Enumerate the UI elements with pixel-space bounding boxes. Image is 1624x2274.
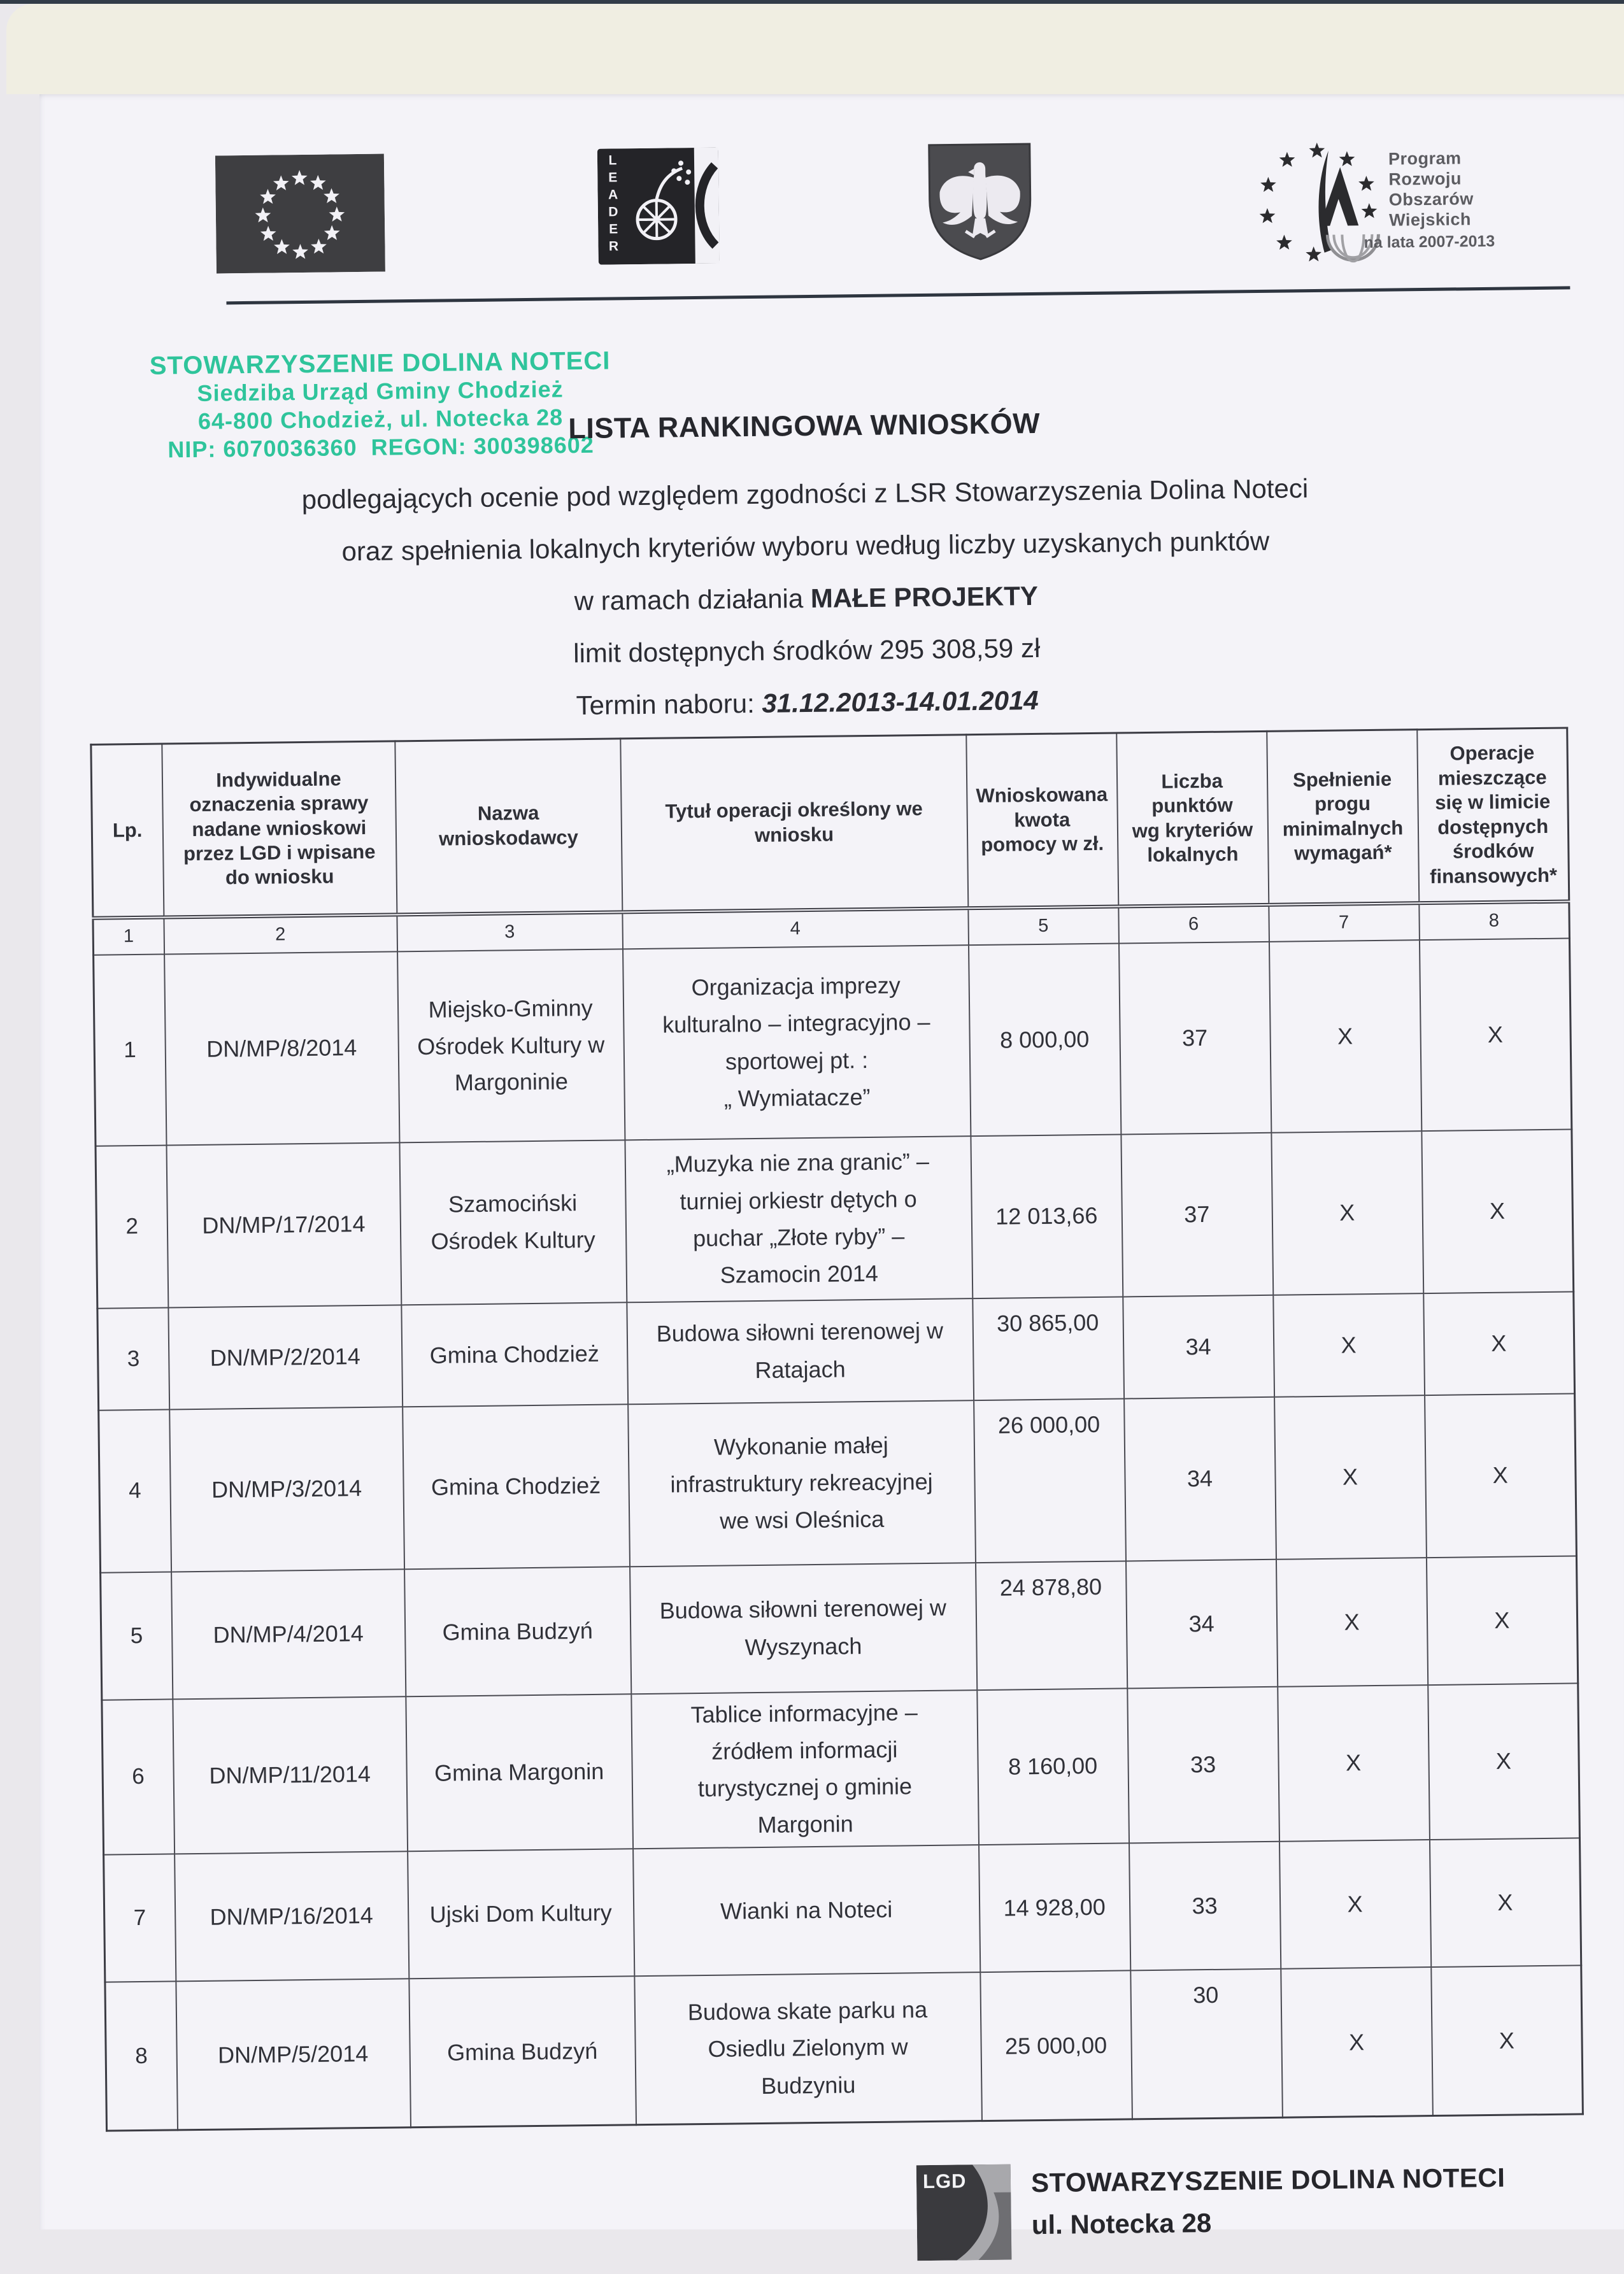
cell-within-limit: X [1423,1291,1575,1395]
intro-text: limit dostępnych środków 295 308,59 zł [573,632,1041,669]
prow-text-line: Wiejskich [1388,210,1472,230]
prow-logo [1228,139,1557,264]
cell-lp: 4 [99,1409,171,1572]
column-header: Wnioskowana kwota pomocy w zł. [966,733,1118,908]
prow-text-line: Obszarów [1388,189,1474,210]
footer-address: ul. Notecka 28 [1031,2207,1212,2240]
leader-logo [597,148,720,265]
cell-operation-title: „Muzyka nie zna granic” – turniej orkiestr dętych o puchar „Złote ryby” – Szamocin 2014 [625,1136,972,1302]
cell-lp: 2 [96,1145,168,1308]
cell-amount: 26 000,00 [974,1398,1126,1563]
leader-letter: L [608,153,617,168]
cell-case-number: DN/MP/8/2014 [164,951,399,1145]
cell-applicant: Gmina Budzyń [404,1567,631,1696]
cell-amount: 12 013,66 [971,1134,1123,1298]
column-header: Liczba punktów wg kryteriów lokalnych [1116,731,1269,906]
stamp-line: NIP: 6070036360 REGON: 300398602 [167,431,594,463]
table-row [94,938,1572,1146]
cell-threshold-met: X [1281,1967,1433,2118]
cell-case-number: DN/MP/3/2014 [169,1407,404,1572]
column-header: Tytuł operacji określony we wniosku [620,735,968,912]
column-header: Spełnienie progu minimalnych wymagań* [1267,730,1419,905]
cell-amount: 25 000,00 [980,1970,1132,2121]
cell-points: 33 [1129,1842,1281,1971]
eu-flag-logo [215,154,385,274]
cell-lp: 6 [102,1699,175,1854]
lgd-logo [916,2164,1012,2261]
column-number: 4 [622,908,969,949]
cell-amount: 14 928,00 [979,1843,1130,1972]
cell-amount: 24 878,80 [975,1561,1127,1690]
cell-lp: 5 [101,1572,173,1700]
lgd-label: LGD [922,2170,967,2193]
column-header: Indywidualne oznaczenia sprawy nadane wnioskowi przez LGD i wpisane do wniosku [162,741,397,917]
intro-text: 31.12.2013-14.01.2014 [762,685,1039,718]
cell-applicant: Gmina Margonin [406,1694,633,1851]
prow-years: na lata 2007-2013 [1364,232,1495,252]
stamp-line: 64-800 Chodzież, ul. Notecka 28 [197,404,564,434]
ranking-table [90,727,1584,2131]
column-number: 6 [1118,904,1269,943]
cell-operation-title: Budowa skate parku na Osiedlu Zielonym w Budzyniu [634,1972,982,2125]
intro [28,470,1585,749]
cell-applicant: Gmina Budzyń [409,1976,636,2128]
cell-threshold-met: X [1278,1685,1430,1842]
column-number: 2 [164,914,397,954]
cell-lp: 7 [104,1854,176,1982]
column-header: Lp. [91,744,164,918]
cell-applicant: Miejsko-Gminny Ośrodek Kultury w Margoninie [397,949,625,1142]
cell-threshold-met: X [1274,1395,1427,1560]
prow-text [1388,147,1542,231]
cell-applicant: Gmina Chodzież [401,1302,628,1407]
cell-case-number: DN/MP/11/2014 [173,1696,408,1854]
table-row [101,1556,1578,1700]
column-number: 7 [1269,903,1420,942]
cell-within-limit: X [1421,1129,1574,1293]
stamp-line: STOWARZYSZENIE DOLINA NOTECI [149,346,611,380]
cell-within-limit: X [1426,1556,1578,1685]
cell-points: 30 [1130,1968,1283,2119]
leader-letter: E [608,170,618,185]
cell-amount: 8 000,00 [968,943,1120,1136]
table-row [105,1965,1583,2131]
leader-letter: A [608,187,618,203]
cell-threshold-met: X [1276,1558,1427,1687]
cell-within-limit: X [1425,1393,1577,1558]
intro-text: w ramach działania [574,583,811,616]
intro-text: oraz spełnienia lokalnych kryteriów wyboru według liczby uzyskanych punktów [341,525,1270,567]
coat-of-arms-logo [920,140,1040,264]
prow-text-line: Rozwoju [1388,169,1462,189]
cell-points: 33 [1127,1686,1279,1843]
cell-applicant: Szamociński Ośrodek Kultury [399,1140,627,1305]
prow-text-line: Program [1388,148,1462,169]
cell-applicant: Gmina Chodzież [402,1404,630,1569]
leader-letter: R [608,239,619,254]
column-number: 5 [968,906,1119,945]
cell-applicant: Ujski Dom Kultury [408,1849,634,1979]
cell-lp: 3 [97,1307,169,1410]
column-number: 1 [93,917,164,955]
column-header: Nazwa wnioskodawcy [395,739,622,914]
footer-organization: STOWARZYSZENIE DOLINA NOTECI [1030,2162,1506,2198]
column-number: 8 [1419,901,1570,940]
cell-points: 34 [1123,1295,1274,1398]
cell-points: 34 [1125,1559,1277,1688]
cell-operation-title: Organizacja imprezy kulturalno – integracyjno – sportowej pt. : „ Wymiatacze” [623,945,971,1140]
table-body [93,901,1583,2131]
table-row [96,1129,1574,1308]
column-header: Operacje mieszczące się w limicie dostępnych środków finansowych* [1417,728,1569,903]
table-row [102,1683,1580,1855]
cell-case-number: DN/MP/16/2014 [175,1851,409,1981]
intro-text: MAŁE PROJEKTY [810,580,1039,613]
leader-letter: D [608,204,618,220]
cell-operation-title: Wianki na Noteci [633,1845,980,1976]
cell-operation-title: Budowa siłowni terenowej w Wyszynach [630,1563,977,1694]
column-number: 3 [397,912,623,951]
cell-amount: 8 160,00 [977,1688,1129,1845]
cell-threshold-met: X [1269,940,1421,1133]
cell-threshold-met: X [1271,1131,1423,1295]
cell-threshold-met: X [1273,1293,1425,1397]
cell-amount: 30 865,00 [972,1297,1124,1400]
table-row [97,1291,1575,1410]
stamp-line: Siedziba Urząd Gminy Chodzież [197,376,564,406]
cell-within-limit: X [1419,938,1571,1131]
cell-operation-title: Wykonanie małej infrastruktury rekreacyjnej we wsi Oleśnica [628,1400,976,1567]
table-row [99,1393,1577,1572]
cell-within-limit: X [1429,1838,1581,1967]
table-row [104,1838,1581,1982]
leader-letters [601,153,625,253]
table-header-row [91,728,1569,918]
cell-threshold-met: X [1279,1840,1430,1969]
header-separator-line [226,286,1570,304]
leader-letter: E [609,222,618,237]
cell-case-number: DN/MP/4/2014 [171,1569,406,1699]
page-title: LISTA RANKINGOWA WNIOSKÓW [568,406,1041,445]
cell-case-number: DN/MP/2/2014 [168,1305,402,1409]
cell-within-limit: X [1431,1965,1583,2116]
intro-text: podlegających ocenie pod względem zgodności z LSR Stowarzyszenia Dolina Noteci [301,473,1309,515]
cell-points: 37 [1118,941,1271,1134]
cell-operation-title: Budowa siłowni terenowej w Ratajach [627,1298,974,1404]
cell-lp: 1 [94,954,166,1146]
cell-points: 37 [1121,1132,1273,1297]
cell-lp: 8 [105,1981,178,2131]
cell-case-number: DN/MP/17/2014 [166,1142,401,1307]
cell-case-number: DN/MP/5/2014 [176,1979,411,2130]
cell-within-limit: X [1428,1683,1580,1840]
cell-operation-title: Tablice informacyjne – źródłem informacji turystycznej o gminie Margonin [631,1690,979,1849]
cell-points: 34 [1124,1396,1276,1561]
intro-text: Termin naboru: [576,688,762,721]
